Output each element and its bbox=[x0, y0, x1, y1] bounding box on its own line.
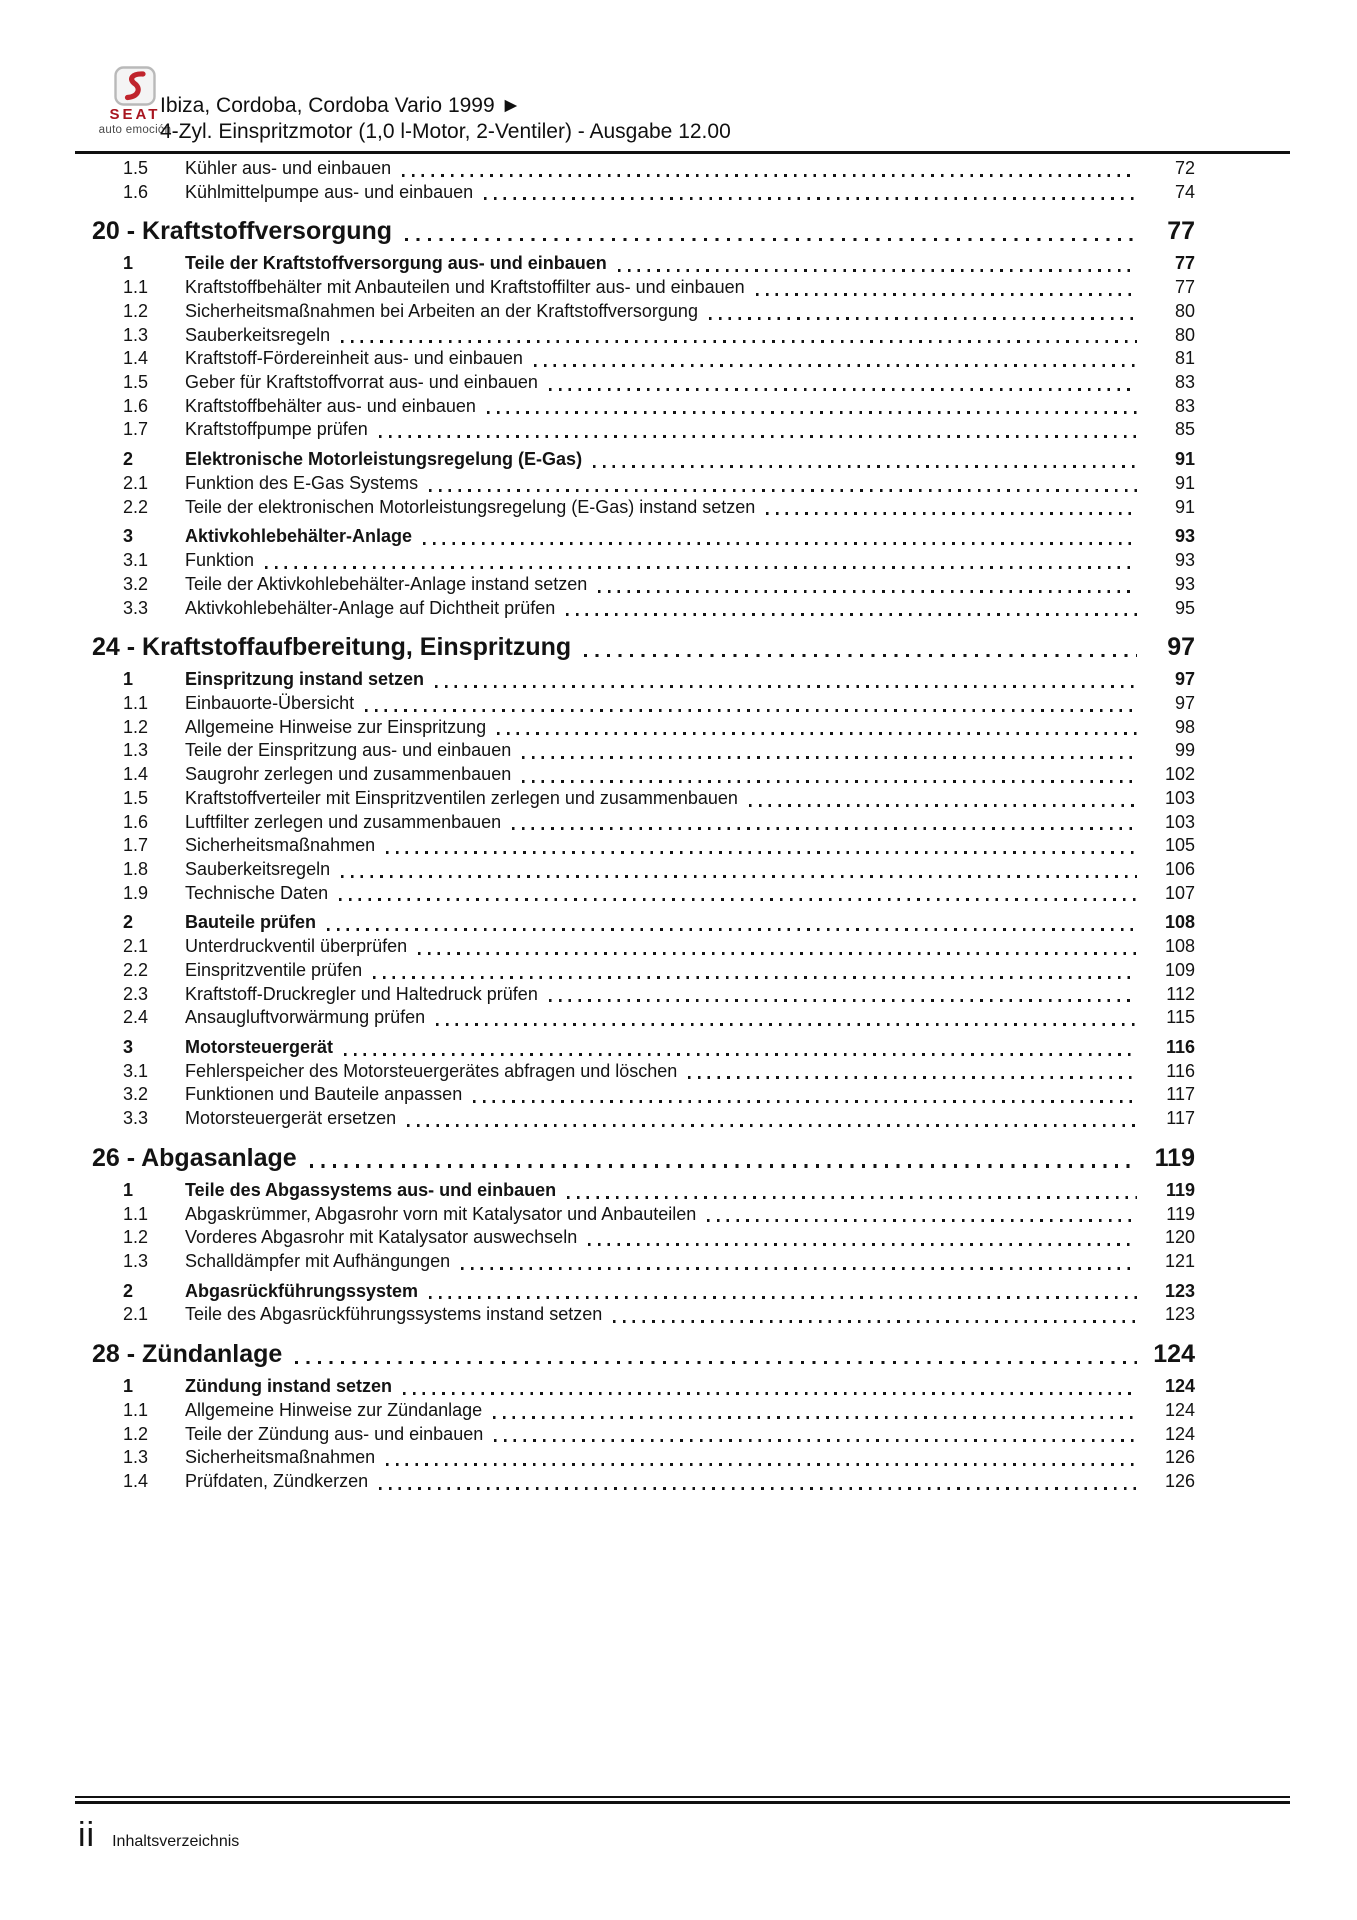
entry-number: 1.6 bbox=[123, 181, 149, 202]
entry-number: 1.2 bbox=[123, 300, 149, 321]
dot-leader bbox=[310, 1164, 1137, 1167]
entry-page: 112 bbox=[1166, 983, 1195, 1004]
toc-entry-row bbox=[75, 763, 1195, 787]
seat-emblem-icon bbox=[114, 66, 156, 106]
toc-section-row bbox=[75, 525, 1195, 549]
toc-entry-row bbox=[75, 181, 1195, 205]
entry-title: Teile des Abgasrückführungssystems instand setzen bbox=[185, 1304, 603, 1325]
entry-title: Schalldämpfer mit Aufhängungen bbox=[185, 1251, 451, 1272]
toc-entry-row bbox=[75, 858, 1195, 882]
toc-entry-row bbox=[75, 573, 1195, 597]
entry-page: 106 bbox=[1164, 858, 1195, 879]
dot-leader bbox=[512, 827, 1137, 830]
entry-number: 2.1 bbox=[123, 936, 149, 957]
toc-entry-row bbox=[75, 692, 1195, 716]
entry-title: Abgaskrümmer, Abgasrohr vorn mit Katalysator und Anbauteilen bbox=[185, 1203, 697, 1224]
toc-entry-row bbox=[75, 371, 1195, 395]
entry-number: 1.1 bbox=[123, 277, 149, 298]
toc-chapter-heading bbox=[75, 1339, 1195, 1369]
entry-title: Allgemeine Hinweise zur Zündanlage bbox=[185, 1399, 483, 1420]
header-model-line: Ibiza, Cordoba, Cordoba Vario 1999 ► bbox=[160, 94, 522, 117]
toc-entry-row bbox=[75, 1083, 1195, 1107]
entry-page: 85 bbox=[1174, 419, 1195, 440]
dot-leader bbox=[709, 317, 1137, 320]
entry-number: 3.3 bbox=[123, 597, 149, 618]
chapter-page: 119 bbox=[1154, 1143, 1195, 1172]
dot-leader bbox=[766, 512, 1137, 515]
entry-title: Sauberkeitsregeln bbox=[185, 324, 331, 345]
entry-title: Kraftstoffbehälter aus- und einbauen bbox=[185, 395, 476, 416]
entry-number: 1.1 bbox=[123, 1399, 149, 1420]
dot-leader bbox=[405, 238, 1137, 241]
entry-page: 102 bbox=[1164, 764, 1195, 785]
entry-title: Vorderes Abgasrohr mit Katalysator auswechseln bbox=[185, 1227, 578, 1248]
dot-leader bbox=[487, 411, 1137, 414]
dot-leader bbox=[549, 388, 1137, 391]
dot-leader bbox=[386, 851, 1137, 854]
dot-leader bbox=[436, 1023, 1137, 1026]
entry-page: 109 bbox=[1164, 959, 1195, 980]
entry-number: 1.7 bbox=[123, 835, 149, 856]
entry-number: 1.6 bbox=[123, 395, 149, 416]
entry-page: 83 bbox=[1174, 372, 1195, 393]
entry-page: 126 bbox=[1164, 1447, 1195, 1468]
entry-title: Funktion bbox=[185, 550, 255, 571]
dot-leader bbox=[344, 1053, 1137, 1056]
entry-page: 119 bbox=[1166, 1203, 1195, 1224]
entry-title: Motorsteuergerät ersetzen bbox=[185, 1108, 397, 1129]
toc-entry-row bbox=[75, 324, 1195, 348]
entry-number: 1.7 bbox=[123, 419, 149, 440]
header-rule bbox=[75, 151, 1290, 154]
entry-number: 1.2 bbox=[123, 716, 149, 737]
entry-number: 3 bbox=[123, 1037, 134, 1057]
entry-title: Kühlmittelpumpe aus- und einbauen bbox=[185, 181, 474, 202]
entry-number: 1.5 bbox=[123, 372, 149, 393]
entry-title: Kraftstoff-Fördereinheit aus- und einbauen bbox=[185, 348, 523, 369]
entry-number: 2 bbox=[123, 912, 134, 933]
entry-page: 91 bbox=[1174, 449, 1195, 470]
entry-page: 124 bbox=[1164, 1423, 1195, 1444]
chapter-title: 26 - Abgasanlage bbox=[92, 1143, 297, 1172]
entry-page: 80 bbox=[1174, 324, 1195, 345]
chapter-page: 97 bbox=[1167, 633, 1195, 662]
toc-entry-row bbox=[75, 1226, 1195, 1250]
entry-number: 1.6 bbox=[123, 811, 149, 832]
entry-page: 74 bbox=[1174, 181, 1195, 202]
toc-entry-row bbox=[75, 1060, 1195, 1084]
toc-entry-row bbox=[75, 739, 1195, 763]
toc-section-row bbox=[75, 668, 1195, 692]
entry-title: Abgasrückführungssystem bbox=[185, 1280, 419, 1301]
toc-section-row bbox=[75, 252, 1195, 276]
dot-leader bbox=[494, 1439, 1137, 1442]
toc-entry-row bbox=[75, 983, 1195, 1007]
entry-number: 1.4 bbox=[123, 764, 149, 785]
entry-number: 3.2 bbox=[123, 573, 149, 594]
dot-leader bbox=[707, 1219, 1137, 1222]
entry-number: 2.2 bbox=[123, 496, 149, 517]
entry-title: Ansaugluftvorwärmung prüfen bbox=[185, 1007, 426, 1028]
header-engine-line: 4-Zyl. Einspritzmotor (1,0 l-Motor, 2-Ventiler) - Ausgabe 12.00 bbox=[160, 120, 731, 143]
entry-number: 1.1 bbox=[123, 692, 149, 713]
entry-number: 2.3 bbox=[123, 983, 149, 1004]
seat-tagline: auto emoción bbox=[98, 124, 172, 136]
dot-leader bbox=[407, 1124, 1137, 1127]
dot-leader bbox=[373, 976, 1137, 979]
entry-number: 1.3 bbox=[123, 1447, 149, 1468]
dot-leader bbox=[497, 732, 1137, 735]
entry-title: Einspritzventile prüfen bbox=[185, 959, 363, 980]
entry-title: Sicherheitsmaßnahmen bbox=[185, 1447, 376, 1468]
chapter-title: 24 - Kraftstoffaufbereitung, Einspritzung bbox=[92, 633, 572, 662]
toc-entry-row bbox=[75, 549, 1195, 573]
dot-leader bbox=[402, 174, 1137, 177]
entry-number: 2.1 bbox=[123, 472, 149, 493]
dot-leader bbox=[341, 340, 1137, 343]
entry-number: 1.2 bbox=[123, 1227, 149, 1248]
toc-entry-row bbox=[75, 418, 1195, 442]
dot-leader bbox=[613, 1320, 1137, 1323]
entry-page: 117 bbox=[1166, 1108, 1195, 1129]
entry-number: 1.1 bbox=[123, 1203, 149, 1224]
entry-number: 1 bbox=[123, 1376, 134, 1397]
entry-title: Funktion des E-Gas Systems bbox=[185, 472, 419, 493]
entry-page: 120 bbox=[1164, 1227, 1195, 1248]
dot-leader bbox=[484, 197, 1137, 200]
dot-leader bbox=[566, 613, 1137, 616]
entry-title: Teile der elektronischen Motorleistungsregelung (E-Gas) instand setzen bbox=[185, 496, 756, 517]
entry-page: 103 bbox=[1164, 787, 1195, 808]
entry-page: 115 bbox=[1166, 1007, 1195, 1028]
footer-label: Inhaltsverzeichnis bbox=[112, 1833, 240, 1850]
toc-entry-row bbox=[75, 882, 1195, 906]
entry-page: 124 bbox=[1164, 1399, 1195, 1420]
toc-entry-row bbox=[75, 472, 1195, 496]
entry-page: 81 bbox=[1174, 348, 1195, 369]
page-footer bbox=[78, 1816, 239, 1855]
entry-page: 123 bbox=[1164, 1304, 1195, 1325]
dot-leader bbox=[549, 999, 1137, 1002]
dot-leader bbox=[584, 654, 1137, 657]
entry-title: Kraftstoff-Druckregler und Haltedruck prüfen bbox=[185, 983, 538, 1004]
footer-rule bbox=[75, 1796, 1290, 1804]
toc-entry-row bbox=[75, 276, 1195, 300]
entry-title: Geber für Kraftstoffvorrat aus- und einbauen bbox=[185, 372, 538, 393]
entry-page: 99 bbox=[1174, 740, 1195, 761]
entry-number: 1.4 bbox=[123, 348, 149, 369]
entry-title: Allgemeine Hinweise zur Einspritzung bbox=[185, 716, 487, 737]
entry-number: 1.2 bbox=[123, 1423, 149, 1444]
dot-leader bbox=[461, 1267, 1137, 1270]
toc-entry-row bbox=[75, 496, 1195, 520]
entry-number: 3.1 bbox=[123, 550, 149, 571]
entry-title: Kraftstoffverteiler mit Einspritzventilen zerlegen und zusammenbauen bbox=[185, 787, 738, 808]
toc-entry-row bbox=[75, 1446, 1195, 1470]
entry-page: 116 bbox=[1166, 1060, 1195, 1081]
toc-entry-row bbox=[75, 959, 1195, 983]
entry-page: 93 bbox=[1174, 526, 1195, 547]
entry-page: 123 bbox=[1164, 1280, 1195, 1301]
entry-title: Unterdruckventil überprüfen bbox=[185, 936, 408, 957]
entry-title: Kraftstoffbehälter mit Anbauteilen und Kraftstoffilter aus- und einbauen bbox=[185, 277, 745, 298]
toc-entry-row bbox=[75, 300, 1195, 324]
entry-number: 1.8 bbox=[123, 858, 149, 879]
entry-title: Luftfilter zerlegen und zusammenbauen bbox=[185, 811, 502, 832]
entry-number: 1.3 bbox=[123, 324, 149, 345]
entry-page: 98 bbox=[1174, 716, 1195, 737]
entry-title: Funktionen und Bauteile anpassen bbox=[185, 1084, 463, 1105]
toc-entry-row bbox=[75, 157, 1195, 181]
entry-page: 116 bbox=[1165, 1037, 1195, 1057]
toc-section-row bbox=[75, 1375, 1195, 1399]
entry-page: 91 bbox=[1174, 496, 1195, 517]
dot-leader bbox=[588, 1243, 1137, 1246]
entry-title: Einbauorte-Übersicht bbox=[185, 692, 355, 713]
entry-title: Teile des Abgassystems aus- und einbauen bbox=[185, 1179, 557, 1200]
entry-page: 77 bbox=[1174, 253, 1195, 274]
toc-entry-row bbox=[75, 935, 1195, 959]
toc-entry-row bbox=[75, 1006, 1195, 1030]
entry-title: Teile der Einspritzung aus- und einbauen bbox=[185, 740, 512, 761]
entry-page: 108 bbox=[1164, 936, 1195, 957]
entry-title: Saugrohr zerlegen und zusammenbauen bbox=[185, 764, 512, 785]
footer-page-number: ii bbox=[78, 1816, 96, 1854]
entry-page: 107 bbox=[1164, 882, 1195, 903]
toc-entry-row bbox=[75, 834, 1195, 858]
chapter-title: 28 - Zündanlage bbox=[92, 1340, 283, 1369]
page-header bbox=[160, 93, 731, 145]
entry-page: 97 bbox=[1174, 669, 1195, 690]
entry-number: 2.2 bbox=[123, 959, 149, 980]
entry-number: 1.3 bbox=[123, 740, 149, 761]
dot-leader bbox=[423, 542, 1137, 545]
dot-leader bbox=[567, 1196, 1137, 1199]
entry-title: Prüfdaten, Zündkerzen bbox=[185, 1471, 369, 1492]
toc-section-row bbox=[75, 1280, 1195, 1304]
entry-page: 126 bbox=[1164, 1471, 1195, 1492]
toc-chapter-heading bbox=[75, 216, 1195, 246]
entry-number: 2 bbox=[123, 449, 134, 470]
toc-section-row bbox=[75, 1036, 1195, 1060]
chapter-title: 20 - Kraftstoffversorgung bbox=[92, 217, 393, 246]
toc-entry-row bbox=[75, 1250, 1195, 1274]
toc-entry-row bbox=[75, 1399, 1195, 1423]
entry-page: 124 bbox=[1164, 1376, 1195, 1397]
dot-leader bbox=[435, 685, 1137, 688]
toc-entry-row bbox=[75, 787, 1195, 811]
toc-entry-row bbox=[75, 1303, 1195, 1327]
chapter-page: 124 bbox=[1153, 1340, 1195, 1369]
toc-entry-row bbox=[75, 716, 1195, 740]
dot-leader bbox=[339, 898, 1137, 901]
dot-leader bbox=[341, 875, 1137, 878]
entry-page: 119 bbox=[1165, 1179, 1195, 1200]
entry-page: 93 bbox=[1174, 573, 1195, 594]
entry-title: Teile der Zündung aus- und einbauen bbox=[185, 1423, 484, 1444]
dot-leader bbox=[403, 1392, 1137, 1395]
entry-title: Einspritzung instand setzen bbox=[185, 669, 425, 690]
entry-title: Sicherheitsmaßnahmen bei Arbeiten an der Kraftstoffversorgung bbox=[185, 300, 698, 321]
toc-entry-row bbox=[75, 1423, 1195, 1447]
entry-page: 77 bbox=[1174, 277, 1195, 298]
entry-page: 105 bbox=[1164, 835, 1195, 856]
toc-entry-row bbox=[75, 811, 1195, 835]
table-of-contents bbox=[75, 157, 1195, 1494]
entry-title: Aktivkohlebehälter-Anlage auf Dichtheit prüfen bbox=[185, 597, 556, 618]
entry-page: 91 bbox=[1174, 472, 1195, 493]
dot-leader bbox=[473, 1100, 1137, 1103]
dot-leader bbox=[327, 928, 1137, 931]
entry-number: 1.4 bbox=[123, 1471, 149, 1492]
dot-leader bbox=[688, 1076, 1137, 1079]
toc-entry-row bbox=[75, 1203, 1195, 1227]
entry-number: 2 bbox=[123, 1280, 134, 1301]
dot-leader bbox=[534, 364, 1137, 367]
entry-number: 1.5 bbox=[123, 158, 149, 178]
toc-chapter-heading bbox=[75, 632, 1195, 662]
entry-title: Sauberkeitsregeln bbox=[185, 858, 331, 879]
entry-number: 3.2 bbox=[123, 1084, 149, 1105]
entry-title: Teile der Aktivkohlebehälter-Anlage instand setzen bbox=[185, 573, 588, 594]
entry-number: 1.9 bbox=[123, 882, 149, 903]
dot-leader bbox=[618, 269, 1137, 272]
toc-entry-row bbox=[75, 347, 1195, 371]
entry-page: 97 bbox=[1174, 692, 1195, 713]
toc-chapter-heading bbox=[75, 1143, 1195, 1173]
dot-leader bbox=[429, 1296, 1137, 1299]
entry-page: 83 bbox=[1174, 395, 1195, 416]
entry-title: Technische Daten bbox=[185, 882, 329, 903]
entry-page: 108 bbox=[1164, 912, 1195, 933]
dot-leader bbox=[429, 489, 1137, 492]
entry-number: 1.5 bbox=[123, 787, 149, 808]
entry-title: Aktivkohlebehälter-Anlage bbox=[185, 526, 413, 547]
entry-number: 2.4 bbox=[123, 1007, 149, 1028]
dot-leader bbox=[593, 465, 1137, 468]
entry-page: 117 bbox=[1166, 1084, 1195, 1105]
dot-leader bbox=[265, 566, 1137, 569]
entry-page: 121 bbox=[1164, 1251, 1195, 1272]
toc-section-row bbox=[75, 911, 1195, 935]
entry-title: Elektronische Motorleistungsregelung (E-Gas) bbox=[185, 449, 583, 470]
entry-title: Zündung instand setzen bbox=[185, 1376, 392, 1397]
entry-page: 80 bbox=[1174, 300, 1195, 321]
dot-leader bbox=[598, 590, 1137, 593]
dot-leader bbox=[493, 1416, 1137, 1419]
dot-leader bbox=[418, 952, 1137, 955]
toc-entry-row bbox=[75, 1470, 1195, 1494]
dot-leader bbox=[386, 1463, 1137, 1466]
entry-number: 1 bbox=[123, 253, 134, 274]
chapter-page: 77 bbox=[1167, 217, 1195, 246]
dot-leader bbox=[379, 1487, 1137, 1490]
entry-number: 3 bbox=[123, 526, 134, 547]
toc-entry-row bbox=[75, 1107, 1195, 1131]
toc-section-row bbox=[75, 1179, 1195, 1203]
entry-number: 1.3 bbox=[123, 1251, 149, 1272]
seat-wordmark: SEAT bbox=[109, 106, 161, 123]
dot-leader bbox=[295, 1361, 1137, 1364]
entry-number: 1 bbox=[123, 669, 134, 690]
entry-number: 2.1 bbox=[123, 1304, 149, 1325]
dot-leader bbox=[522, 780, 1137, 783]
entry-title: Kühler aus- und einbauen bbox=[185, 158, 392, 178]
entry-title: Motorsteuergerät bbox=[185, 1037, 334, 1057]
entry-number: 1 bbox=[123, 1179, 134, 1200]
toc-entry-row bbox=[75, 597, 1195, 621]
dot-leader bbox=[749, 804, 1137, 807]
dot-leader bbox=[379, 435, 1137, 438]
entry-title: Sicherheitsmaßnahmen bbox=[185, 835, 376, 856]
entry-page: 93 bbox=[1174, 550, 1195, 571]
entry-page: 72 bbox=[1174, 158, 1195, 178]
entry-page: 103 bbox=[1164, 811, 1195, 832]
entry-title: Kraftstoffpumpe prüfen bbox=[185, 419, 368, 440]
entry-title: Teile der Kraftstoffversorgung aus- und einbauen bbox=[185, 253, 607, 274]
entry-number: 3.3 bbox=[123, 1108, 149, 1129]
entry-title: Bauteile prüfen bbox=[185, 912, 317, 933]
entry-page: 95 bbox=[1174, 597, 1195, 618]
entry-number: 3.1 bbox=[123, 1060, 149, 1081]
dot-leader bbox=[522, 756, 1137, 759]
toc-section-row bbox=[75, 448, 1195, 472]
dot-leader bbox=[756, 293, 1137, 296]
dot-leader bbox=[365, 709, 1137, 712]
toc-entry-row bbox=[75, 395, 1195, 419]
entry-title: Fehlerspeicher des Motorsteuergerätes abfragen und löschen bbox=[185, 1060, 678, 1081]
